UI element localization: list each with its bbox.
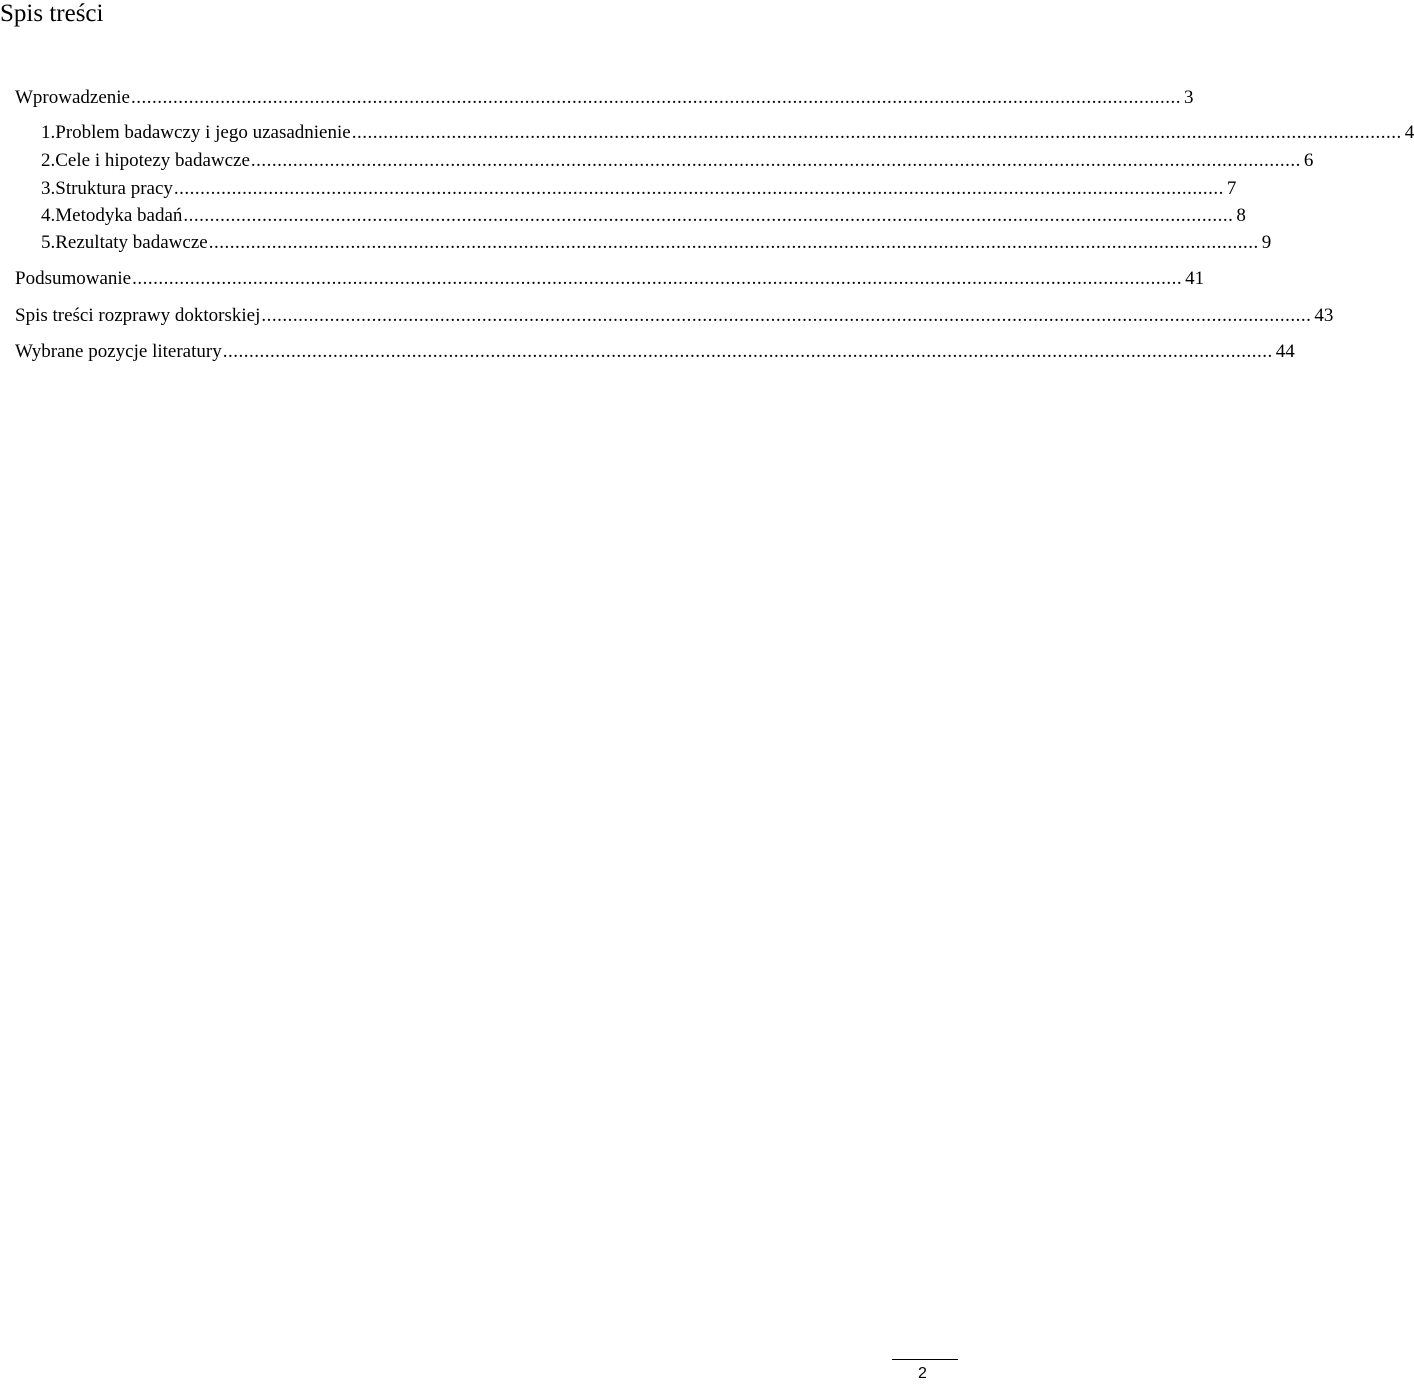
toc-entry-number: 3. [41, 178, 56, 199]
toc-entry[interactable] [41, 177, 1237, 201]
toc-entry-number: 4. [41, 205, 56, 226]
toc-dot-leader: ........................................................................................................................................................................................................ [222, 341, 1273, 362]
toc-entry-label: Metodyka badań [55, 205, 183, 226]
toc-dot-leader: ........................................................................................................................................................................................................ [261, 305, 1312, 326]
toc-entry[interactable] [15, 340, 1295, 364]
toc-entry[interactable] [41, 231, 1272, 255]
toc-dot-leader: ........................................................................................................................................................................................................ [208, 232, 1259, 253]
page-number: 2 [918, 1365, 927, 1382]
toc-dot-leader: ........................................................................................................................................................................................................ [351, 122, 1402, 143]
toc-entry[interactable] [15, 304, 1334, 328]
toc-entry-label: Podsumowanie [15, 268, 132, 289]
toc-entry-page: 43 [1314, 305, 1334, 326]
page-title: Spis treści [0, 0, 104, 27]
toc-entry-label: Problem badawczy i jego uzasadnienie [55, 122, 351, 143]
toc-entry-page: 7 [1226, 178, 1237, 199]
toc-dot-leader: ........................................................................................................................................................................................................ [250, 150, 1301, 171]
toc-entry-page: 8 [1236, 205, 1246, 226]
toc-entry-label: Spis treści rozprawy doktorskiej [15, 305, 261, 326]
toc-entry-page: 3 [1184, 87, 1194, 108]
toc-entry-label: Wprowadzenie [15, 87, 130, 108]
toc-dot-leader: ........................................................................................................................................................................................................ [173, 178, 1224, 199]
toc-entry[interactable] [41, 121, 1414, 145]
toc-entry-page: 41 [1185, 268, 1205, 289]
toc-entry-label: Rezultaty badawcze [55, 232, 208, 253]
toc-entry-page: 6 [1303, 150, 1314, 171]
toc-entry-page: 9 [1261, 232, 1272, 253]
toc-entry[interactable] [15, 267, 1205, 291]
toc-entry-number: 1. [41, 122, 56, 143]
toc-entry-number: 5. [41, 232, 56, 253]
toc-entry[interactable] [41, 204, 1246, 228]
toc-entry[interactable] [41, 149, 1314, 173]
toc-entry-label: Wybrane pozycje literatury [15, 341, 222, 362]
toc-entry-label: Struktura pracy [55, 178, 173, 199]
toc-dot-leader: ........................................................................................................................................................................................................ [132, 268, 1183, 289]
toc-entry[interactable] [15, 86, 1194, 110]
toc-entry-page: 44 [1275, 341, 1295, 362]
toc-dot-leader: ........................................................................................................................................................................................................ [131, 87, 1181, 108]
footer-rule [892, 1359, 958, 1360]
toc-dot-leader: ........................................................................................................................................................................................................ [183, 205, 1234, 226]
toc-entry-number: 2. [41, 150, 56, 171]
toc-entry-page: 4 [1404, 122, 1414, 143]
toc-entry-label: Cele i hipotezy badawcze [55, 150, 250, 171]
